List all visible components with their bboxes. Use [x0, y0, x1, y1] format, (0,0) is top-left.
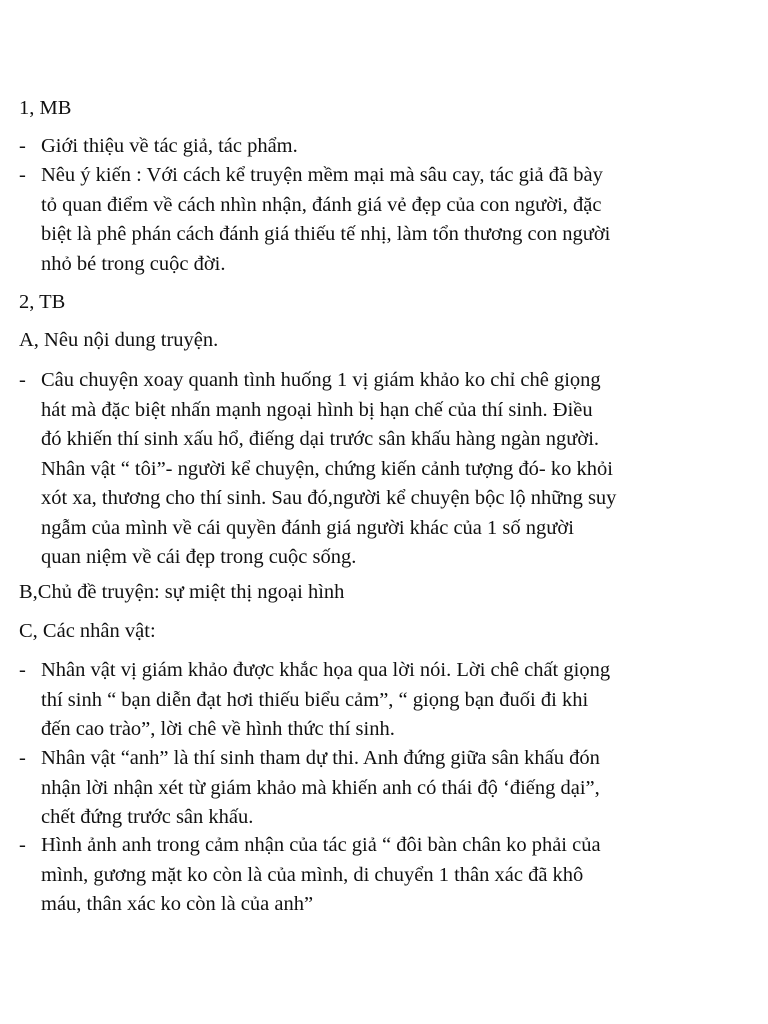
bullet-dash: - — [19, 659, 26, 681]
text-line: xót xa, thương cho thí sinh. Sau đó,người kể chuyện bộc lộ những suy — [41, 487, 617, 509]
text-line: mình, gương mặt ko còn là của mình, di chuyển 1 thân xác đã khô — [41, 863, 584, 886]
text-line: chết đứng trước sân khấu. — [41, 806, 254, 828]
text-line: Giới thiệu về tác giả, tác phẩm. — [41, 135, 298, 157]
text-line: Nhân vật “anh” là thí sinh tham dự thi. Anh đứng giữa sân khấu đón — [41, 747, 600, 769]
text-line: nhận lời nhận xét từ giám khảo mà khiến anh có thái độ ‘điếng dại”, — [41, 776, 600, 799]
list-item — [19, 161, 739, 279]
list-item-text — [41, 366, 739, 573]
section-2-heading: 2, TB — [19, 291, 66, 313]
bullet-dash: - — [19, 369, 26, 391]
text-line: đó khiến thí sinh xấu hổ, điếng dại trước sân khấu hàng ngàn người. — [41, 428, 600, 450]
list-item — [19, 656, 739, 745]
text-line: quan niệm về cái đẹp trong cuộc sống. — [41, 546, 357, 568]
text-line: biệt là phê phán cách đánh giá thiếu tế nhị, làm tổn thương con người — [41, 223, 611, 245]
bullet-dash: - — [19, 834, 26, 856]
section-b-heading: B,Chủ đề truyện: sự miệt thị ngoại hình — [19, 581, 345, 603]
section-c-heading: C, Các nhân vật: — [19, 620, 156, 642]
text-line: máu, thân xác ko còn là của anh” — [41, 893, 314, 915]
text-line: thí sinh “ bạn diễn đạt hơi thiếu biểu cảm”, “ giọng bạn đuối đi khi — [41, 688, 589, 711]
bullet-dash: - — [19, 747, 26, 769]
list-item — [19, 744, 739, 833]
section-a-heading: A, Nêu nội dung truyện. — [19, 329, 219, 351]
list-item-text — [41, 132, 739, 162]
text-line: Câu chuyện xoay quanh tình huống 1 vị giám khảo ko chỉ chê giọng — [41, 369, 601, 391]
list-item-text — [41, 831, 739, 920]
list-item-text — [41, 744, 739, 833]
text-line: tỏ quan điểm về cách nhìn nhận, đánh giá vẻ đẹp của con người, đặc — [41, 193, 602, 216]
text-line: nhỏ bé trong cuộc đời. — [41, 252, 226, 275]
bullet-dash: - — [19, 135, 26, 157]
bullet-dash: - — [19, 164, 26, 186]
list-item — [19, 366, 739, 573]
text-line: Nêu ý kiến : Với cách kể truyện mềm mại mà sâu cay, tác giả đã bày — [41, 164, 603, 186]
list-item — [19, 831, 739, 920]
text-line: Nhân vật “ tôi”- người kể chuyện, chứng kiến cảnh tượng đó- ko khỏi — [41, 457, 613, 480]
text-line: Nhân vật vị giám khảo được khắc họa qua lời nói. Lời chê chất giọng — [41, 659, 611, 681]
section-1-heading: 1, MB — [19, 97, 72, 119]
list-item-text — [41, 161, 739, 279]
text-line: ngẫm của mình về cái quyền đánh giá người khác của 1 số người — [41, 516, 574, 539]
text-line: Hình ảnh anh trong cảm nhận của tác giả “ đôi bàn chân ko phải của — [41, 834, 601, 856]
text-line: đến cao trào”, lời chê về hình thức thí sinh. — [41, 718, 395, 740]
text-line: hát mà đặc biệt nhấn mạnh ngoại hình bị hạn chế của thí sinh. Điều — [41, 398, 593, 421]
list-item — [19, 132, 739, 162]
list-item-text — [41, 656, 739, 745]
